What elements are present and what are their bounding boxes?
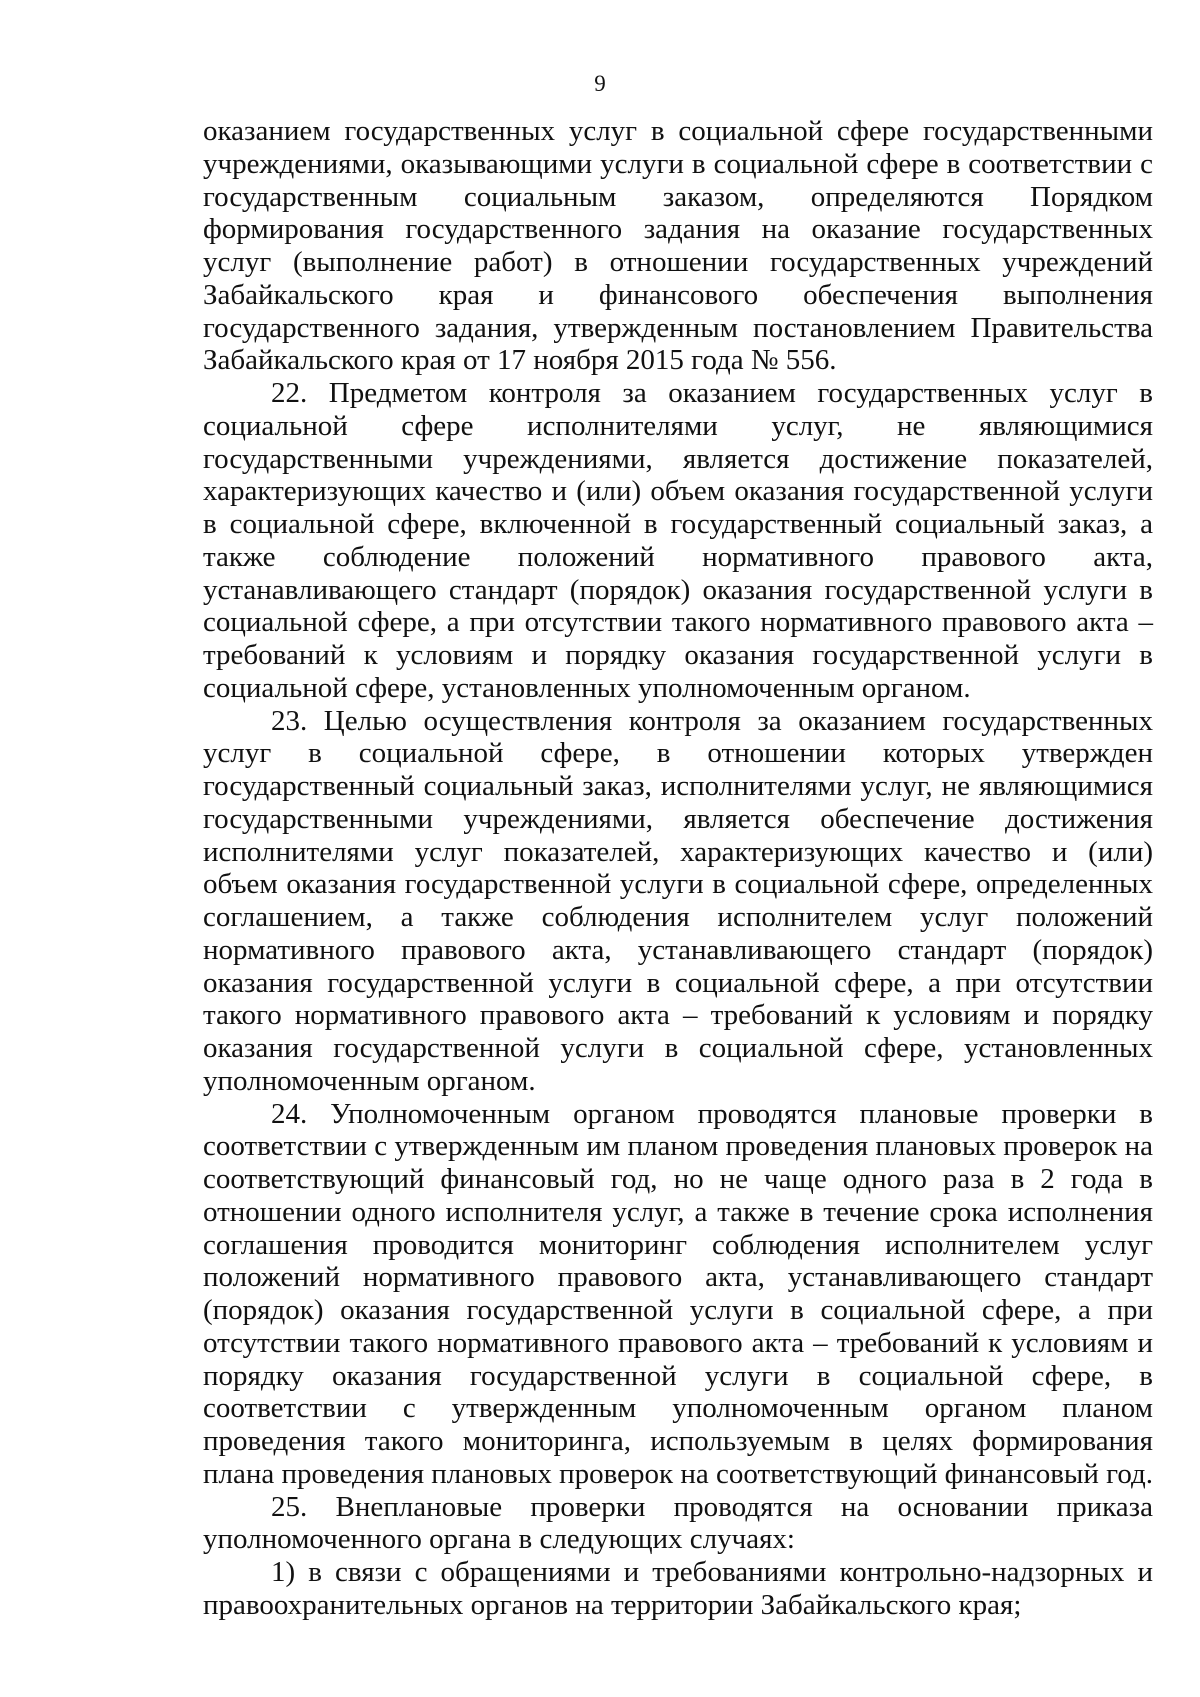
paragraph-22: 22. Предметом контроля за оказанием государственных услуг в социальной сфере исполнителями услуг, не являющимися государственными учреждениями, является достижение показателей, характеризующих качество и (или) объем оказания государственной услуги в социальной сфере, включенной в государственный социальный заказ, а также соблюдение положений нормативного правового акта, устанавливающего стандарт (порядок) оказания государственной услуги в социальной сфере, а при отсутствии такого нормативного правового акта – требований к условиям и порядку оказания государственной услуги в социальной сфере, установленных уполномоченным органом.: [203, 377, 1153, 704]
page-number: 9: [594, 71, 606, 96]
document-body: [203, 115, 1153, 1622]
paragraph-continuation: оказанием государственных услуг в социальной сфере государственными учреждениями, оказывающими услуги в социальной сфере в соответствии с государственным социальным заказом, определяются Порядком формирования государственного задания на оказание государственных услуг (выполнение работ) в отношении государственных учреждений Забайкальского края и финансового обеспечения выполнения государственного задания, утвержденным постановлением Правительства Забайкальского края от 17 ноября 2015 года № 556.: [203, 115, 1153, 377]
list-item-1: 1) в связи с обращениями и требованиями контрольно-надзорных и правоохранительных органов на территории Забайкальского края;: [203, 1556, 1153, 1621]
paragraph-25: 25. Внеплановые проверки проводятся на основании приказа уполномоченного органа в следующих случаях:: [203, 1490, 1153, 1556]
paragraph-23: 23. Целью осуществления контроля за оказанием государственных услуг в социальной сфере, в отношении которых утвержден государственный социальный заказ, исполнителями услуг, не являющимися государственными учреждениями, является обеспечение достижения исполнителями услуг показателей, характеризующих качество и (или) объем оказания государственной услуги в социальной сфере, определенных соглашением, а также соблюдения исполнителем услуг положений нормативного правового акта, устанавливающего стандарт (порядок) оказания государственной услуги в социальной сфере, а при отсутствии такого нормативного правового акта – требований к условиям и порядку оказания государственной услуги в социальной сфере, установленных уполномоченным органом.: [203, 704, 1153, 1097]
paragraph-24: 24. Уполномоченным органом проводятся плановые проверки в соответствии с утвержденным им планом проведения плановых проверок на соответствующий финансовый год, но не чаще одного раза в 2 года в отношении одного исполнителя услуг, а также в течение срока исполнения соглашения проводится мониторинг соблюдения исполнителем услуг положений нормативного правового акта, устанавливающего стандарт (порядок) оказания государственной услуги в социальной сфере, а при отсутствии такого нормативного правового акта – требований к условиям и порядку оказания государственной услуги в социальной сфере, в соответствии с утвержденным уполномоченным органом планом проведения такого мониторинга, используемым в целях формирования плана проведения плановых проверок на соответствующий финансовый год.: [203, 1097, 1153, 1490]
